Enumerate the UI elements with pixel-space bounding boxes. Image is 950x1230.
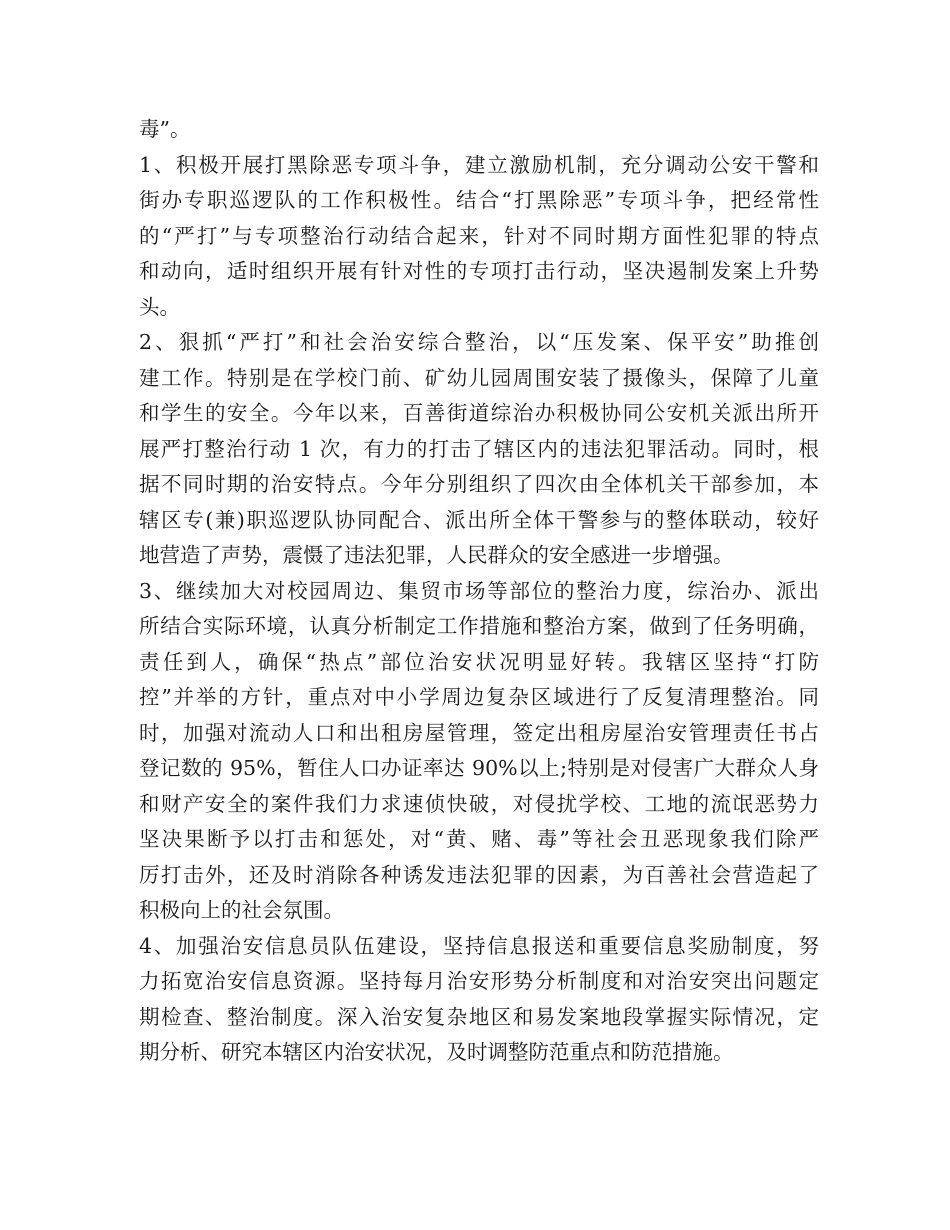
text-line: 期检查、整治制度。深入治安复杂地区和易发案地段掌握实际情况，定 (139, 1004, 819, 1029)
text-line: 头。 (139, 294, 180, 319)
text-line: 坚决果断予以打击和惩处，对“黄、赌、毒”等社会丑恶现象我们除严 (139, 827, 819, 851)
text-line: 力拓宽治安信息资源。坚持每月治安形势分析制度和对治安突出问题定 (139, 969, 819, 993)
text-line: 据不同时期的治安特点。今年分别组织了四次由全体机关干部参加，本 (139, 472, 819, 496)
paragraph-item-4 (139, 929, 819, 1071)
text-line: 1、积极开展打黑除恶专项斗争，建立激励机制，充分调动公安干警和 (139, 152, 819, 177)
text-line: 厉打击外，还及时消除各种诱发违法犯罪的因素，为百善社会营造起了 (139, 862, 819, 887)
text-line: 建工作。特别是在学校门前、矿幼儿园周围安装了摄像头，保障了儿童 (139, 365, 819, 390)
text-line: 和财产安全的案件我们力求速侦快破，对侵扰学校、工地的流氓恶势力 (139, 791, 819, 816)
text-line: 所结合实际环境，认真分析制定工作措施和整治方案，做到了任务明确， (139, 614, 819, 638)
text-line: 的“严打”与专项整治行动结合起来，针对不同时期方面性犯罪的特点 (139, 223, 819, 248)
text-line: 和动向，适时组织开展有针对性的专项打击行动，坚决遏制发案上升势 (139, 259, 819, 283)
text-line: 辖区专(兼)职巡逻队协同配合、派出所全体干警参与的整体联动，较好 (139, 507, 819, 532)
document-body (139, 112, 819, 1071)
text-line: 登记数的 95%，暂住人口办证率达 90%以上;特别是对侵害广大群众人身 (139, 756, 819, 780)
text-line: 地营造了声势，震慑了违法犯罪，人民群众的安全感进一步增强。 (139, 543, 734, 567)
text-line: 2、狠抓“严打”和社会治安综合整治，以“压发案、保平安”助推创 (139, 330, 819, 354)
text-line: 街办专职巡逻队的工作积极性。结合“打黑除恶”专项斗争，把经常性 (139, 188, 819, 212)
text-line: 毒”。 (139, 117, 191, 141)
text-line: 控”并举的方针，重点对中小学周边复杂区域进行了反复清理整治。同 (139, 685, 819, 709)
text-line: 期分析、研究本辖区内治安状况，及时调整防范重点和防范措施。 (139, 1040, 734, 1064)
text-line: 3、继续加大对校园周边、集贸市场等部位的整治力度，综治办、派出 (139, 578, 819, 603)
paragraph-item-1 (139, 148, 819, 326)
text-line: 和学生的安全。今年以来，百善街道综治办积极协同公安机关派出所开 (139, 401, 819, 425)
text-line: 积极向上的社会氛围。 (139, 898, 344, 922)
paragraph-continuation (139, 112, 819, 148)
text-line: 时，加强对流动人口和出租房屋管理，签定出租房屋治安管理责任书占 (139, 720, 819, 745)
text-line: 展严打整治行动 1 次，有力的打击了辖区内的违法犯罪活动。同时，根 (139, 436, 819, 461)
text-line: 4、加强治安信息员队伍建设，坚持信息报送和重要信息奖励制度，努 (139, 933, 819, 958)
text-line: 责任到人，确保“热点”部位治安状况明显好转。我辖区坚持“打防 (139, 649, 819, 674)
paragraph-item-2 (139, 325, 819, 574)
paragraph-item-3 (139, 574, 819, 929)
